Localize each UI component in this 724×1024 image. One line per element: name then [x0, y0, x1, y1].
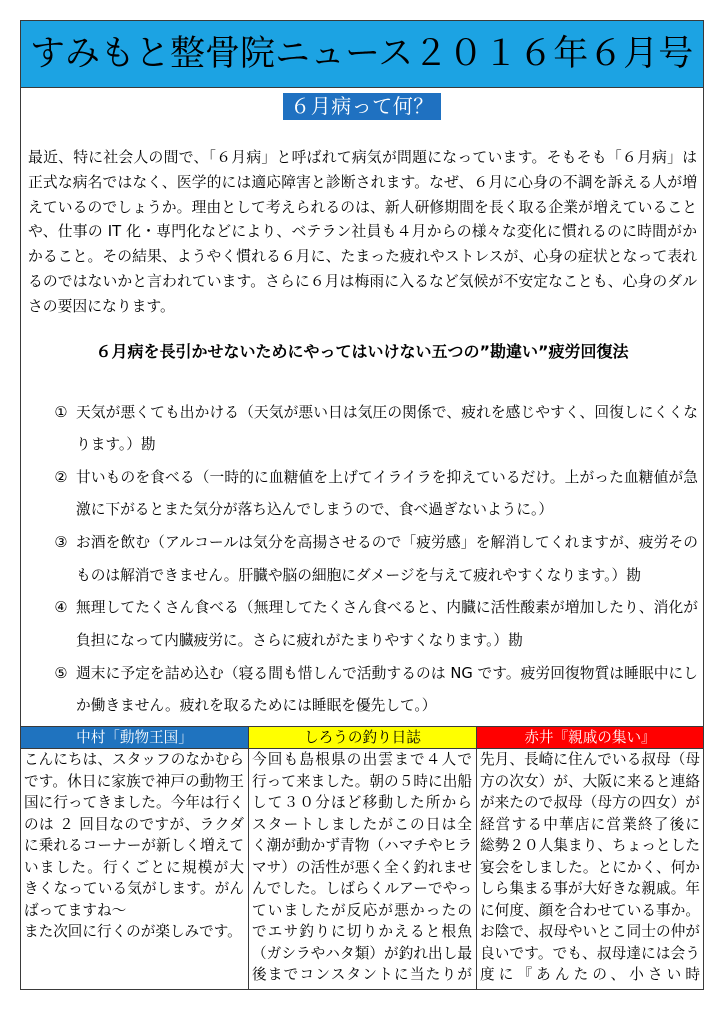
tip-line: 負担になって内臓疲労に。さらに疲れがたまりやすくなります。）勘 [76, 631, 523, 649]
column-text [480, 749, 700, 986]
column-line: いました。行くごとに規模が大 [24, 858, 244, 876]
column-line: ていましたが反応が悪かったの [252, 901, 472, 919]
tip-item-1 [20, 397, 704, 462]
intro-line: さの要因になります。 [28, 297, 175, 315]
column-line: 宴会をしました。とにかく、何か [480, 858, 700, 876]
tip-number: ③ [54, 534, 68, 552]
column-line: んでした。しばらくルアーでやっ [252, 880, 472, 897]
tip-line: 週末に予定を詰め込む（寝る間も惜しんで活動するのは NG です。疲労回復物質は睡眠中にし [76, 664, 698, 682]
column-shirou [248, 727, 476, 989]
column-akai [476, 727, 703, 989]
column-line: また次回に行くのが楽しみです。 [24, 923, 242, 940]
tip-item-3 [20, 527, 704, 592]
intro-line: かること。その結果、ようやく慣れる６月に、たまった疲れやストレスが、心身の症状となって表れ [28, 248, 697, 266]
column-nakamura [21, 727, 248, 989]
column-title: 中村「動物王国」 [21, 727, 248, 749]
intro-line: や、仕事の IT 化・専門化などにより、ベテラン社員も４月からの様々な変化に慣れるのに時間がか [28, 223, 697, 241]
column-line: のは ２ 回目なのですが、ラクダ [24, 815, 244, 833]
newsletter-title: すみもと整骨院ニュース２０１６年６月号 [30, 34, 694, 74]
column-title: 赤井『親戚の集い』 [477, 727, 703, 749]
tip-number: ② [54, 468, 68, 486]
intro-line: 最近、特に社会人の間で、「６月病」と呼ばれて病気が問題になっています。そもそも「６月病」は [28, 149, 697, 166]
tip-line: か働きません。疲れを取るためには睡眠を優先して。） [76, 697, 437, 715]
tip-number: ④ [54, 599, 68, 617]
column-line: スタートしましたがこの日は全 [252, 815, 472, 833]
intro-paragraph [28, 146, 697, 320]
tip-line: ものは解消できません。肝臓や脳の細胞にダメージを与えて疲れやすくなります。）勘 [76, 566, 641, 584]
tip-line: 無理してたくさん食べる（無理してたくさん食べると、内臓に活性酸素が増加したり、消化が [76, 599, 698, 617]
tip-text [76, 658, 698, 723]
tip-line: お酒を飲む（アルコールは気分を高揚させるので「疲労感」を解消してくれますが、疲労その [76, 534, 698, 552]
column-text [24, 749, 244, 943]
tip-number: ① [54, 403, 68, 421]
column-line: 度に『あんたの、小さい時 [480, 966, 700, 983]
column-line: （ガシラやハタ類）が釣れ出し最 [252, 944, 472, 962]
column-line: マサ）の活性が悪く全く釣れませ [252, 858, 472, 876]
intro-line: えているのでしょうか。理由として考えられるのは、新人研修期間を長く取る企業が増えていること [28, 198, 697, 216]
column-line: 後までコンスタントに当たりが [252, 966, 472, 983]
intro-line: 正式な病名ではなく、医学的には適応障害と診断されます。なぜ、６月に心身の不調を訴える人が増 [28, 173, 697, 191]
tip-line: 激に下がるとまた気分が落ち込んでしまうので、食べ過ぎないように。） [76, 501, 554, 519]
column-line: きくなっている気がします。がん [24, 880, 244, 897]
column-line: 国に行ってきました。今年は行く [24, 794, 244, 811]
tip-item-5 [20, 658, 704, 723]
column-line: 先月、長崎に住んでいる叔母（母 [480, 751, 700, 768]
intro-line: るのではないかと言われています。さらに６月は梅雨に入るなど気候が不安定なことも、心身のダル [28, 272, 697, 290]
tip-number: ⑤ [54, 664, 68, 682]
column-line: に乗れるコーナーが新しく増えて [24, 837, 244, 854]
tip-line: 甘いものを食べる（一時的に血糖値を上げてイライラを抑えているだけ。上がった血糖値が急 [76, 468, 698, 486]
column-line: です。休日に家族で神戸の動物王 [24, 772, 244, 790]
tip-line: ります。）勘 [76, 436, 156, 454]
newsletter-title-banner [20, 20, 704, 88]
tip-item-2 [20, 462, 704, 527]
column-line: ばってますね～ [24, 901, 127, 919]
tip-item-4 [20, 592, 704, 657]
column-line: 今回も島根県の出雲まで４人で [252, 751, 472, 768]
column-line: こんにちは、スタッフのなかむら [24, 751, 244, 768]
column-line: が来たので叔母（母方の四女）が [480, 794, 700, 811]
tip-text [76, 397, 698, 462]
column-line: しら集まる事が大好きな親戚。年 [480, 880, 700, 897]
staff-columns [21, 726, 703, 989]
tip-text [76, 592, 698, 657]
column-line: 方の次女）が、大阪に来ると連絡 [480, 772, 700, 790]
section-title: ６月病って何？ [283, 93, 441, 120]
tip-text [76, 527, 698, 592]
tips-heading: ６月病を長引かせないためにやってはいけない五つの”勘違い”疲労回復法 [95, 342, 629, 361]
column-line: して３０分ほど移動した所から [252, 794, 472, 811]
tip-line: 天気が悪くても出かける（天気が悪い日は気圧の関係で、疲れを感じやすく、回復しにくくな [76, 403, 698, 421]
column-line: 良いです。でも、叔母達には会う [480, 944, 700, 962]
column-line: 経営する中華店に営業終了後に [480, 815, 700, 833]
column-line: お陰で、叔母やいとこ同士の仲が [480, 923, 700, 940]
column-line: でエサ釣りに切りかえると根魚 [252, 923, 472, 940]
column-line: 総勢２０人集まり、ちょっとした [480, 837, 700, 854]
column-line: く潮が動かず青物（ハマチやヒラ [252, 837, 472, 854]
column-line: に何度、顔を合わせている事か。 [480, 901, 700, 919]
column-title: しろうの釣り日誌 [249, 727, 476, 749]
column-line: 行って来ました。朝の５時に出船 [252, 772, 472, 790]
tip-text [76, 462, 698, 527]
column-text [252, 749, 472, 986]
